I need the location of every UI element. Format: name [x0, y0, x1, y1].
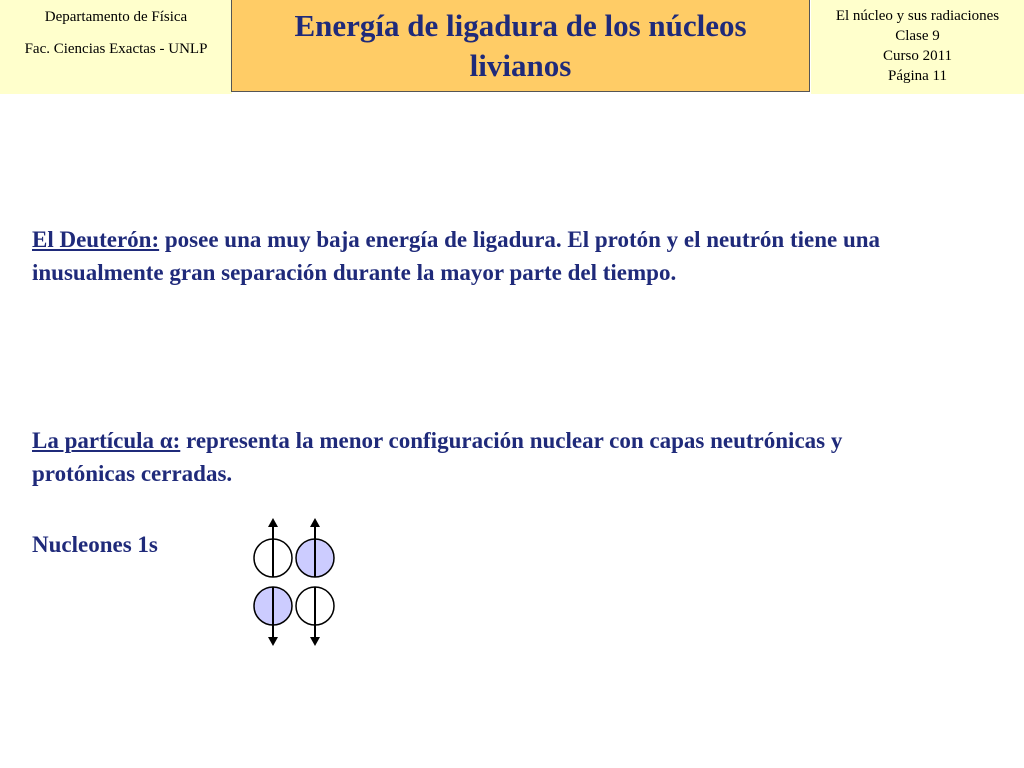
department-name: Departamento de Física: [44, 9, 188, 25]
deuteron-paragraph: [32, 223, 932, 289]
course-year: Curso 2011: [882, 48, 953, 64]
faculty-name: Fac. Ciencias Exactas - UNLP: [24, 41, 208, 57]
slide-title-box: [231, 0, 810, 92]
alpha-heading: La partícula α:: [32, 428, 181, 453]
spin-down-arrow-left-icon: [268, 637, 278, 646]
header-department-box: [0, 0, 232, 94]
page-number: Página 11: [887, 68, 948, 84]
spin-up-arrow-right-icon: [310, 518, 320, 527]
header-course-box: [811, 0, 1024, 94]
alpha-paragraph: [32, 424, 932, 490]
spin-down-arrow-right-icon: [310, 637, 320, 646]
class-number: Clase 9: [895, 28, 940, 44]
nucleons-label: Nucleones 1s: [32, 532, 158, 557]
deuteron-text: posee una muy baja energía de ligadura. El protón y el neutrón tiene una inusualmente gran separación durante la mayor parte del tiempo.: [32, 227, 881, 285]
deuteron-heading: El Deuterón:: [32, 227, 160, 252]
nucleon-spin-diagram: [240, 515, 350, 650]
course-topic: El núcleo y sus radiaciones: [835, 8, 1000, 24]
slide-title: Energía de ligadura de los núcleos livianos: [294, 7, 747, 83]
alpha-text: representa la menor configuración nuclear con capas neutrónicas y protónicas cerradas.: [32, 428, 843, 486]
spin-up-arrow-left-icon: [268, 518, 278, 527]
